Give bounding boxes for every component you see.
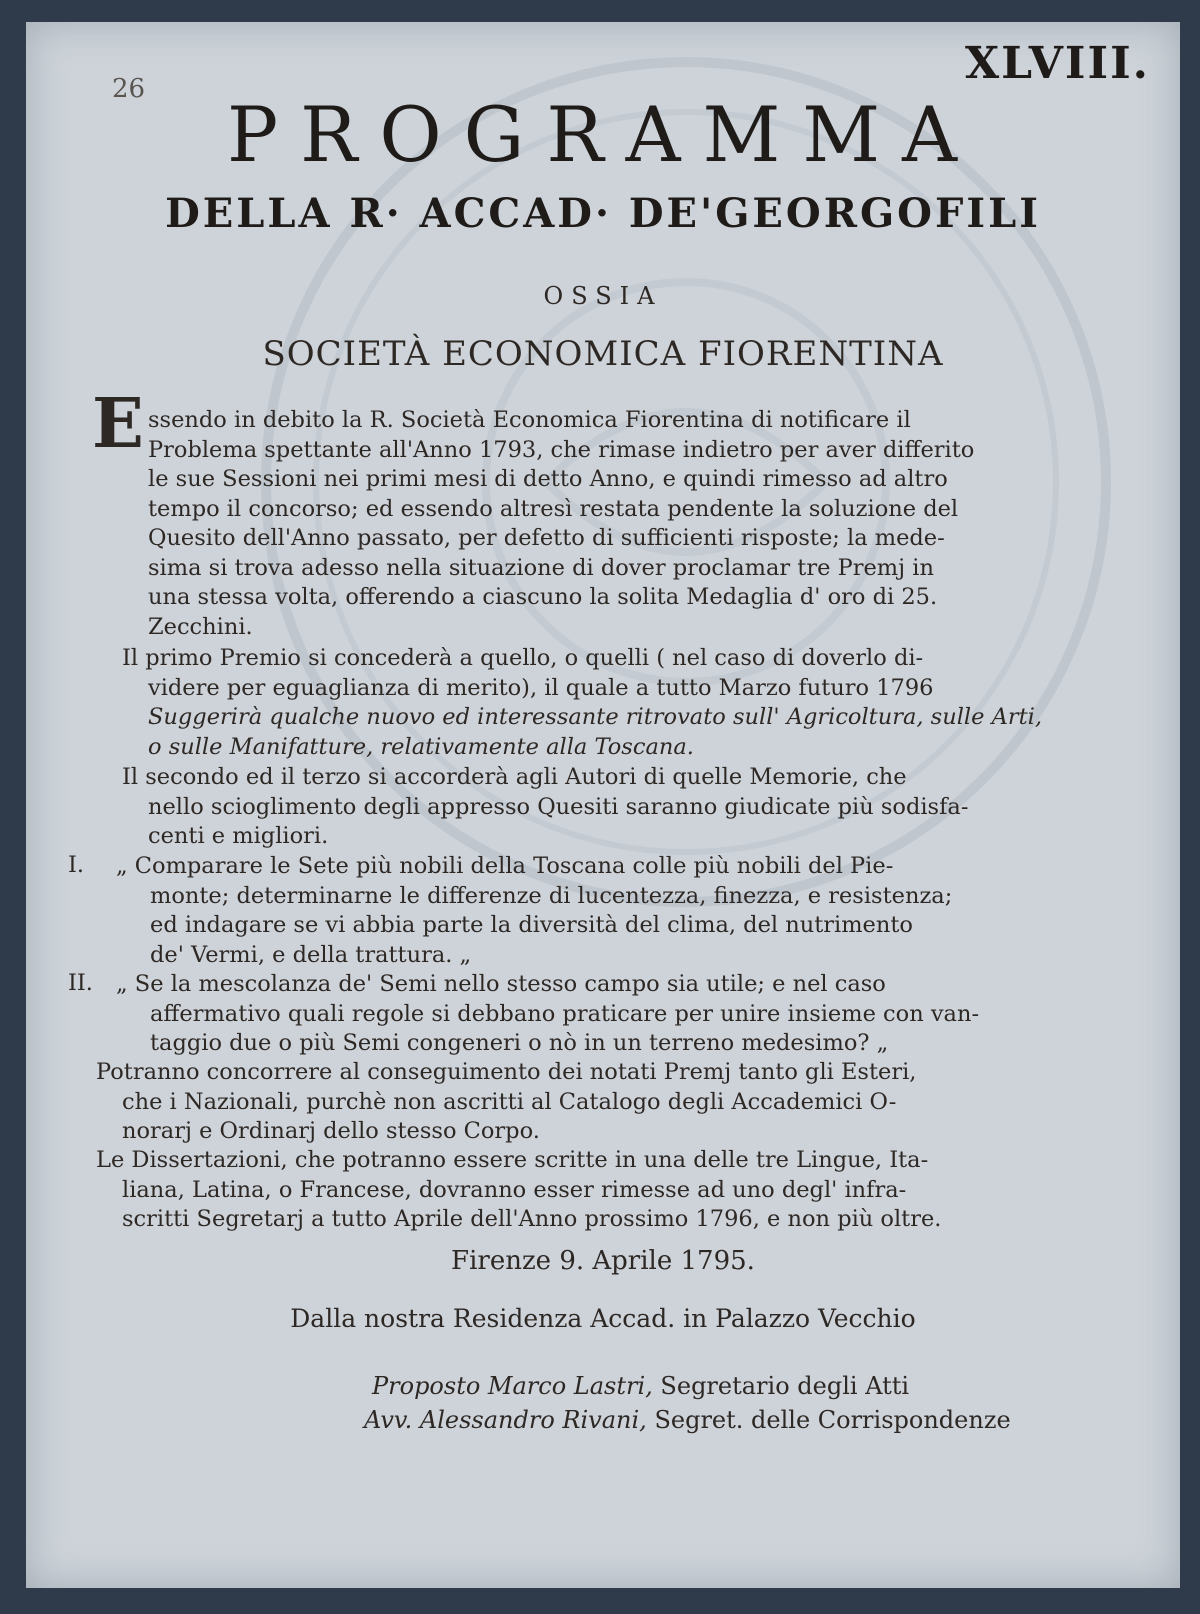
text-line: tempo il concorso; ed essendo altresì restata pendente la soluzione del (148, 495, 959, 522)
residence-line: Dalla nostra Residenza Accad. in Palazzo Vecchio (290, 1304, 916, 1333)
text-line: nello scioglimento degli appresso Quesiti saranno giudicate più sodisfa- (148, 793, 969, 820)
paragraph-eligibility (96, 1058, 1048, 1147)
text-line: monte; determinarne le differenze di lucentezza, finezza, e resistenza; (150, 882, 953, 909)
text-line: liana, Latina, o Francese, dovranno esser rimesse ad uno degl' infra- (122, 1176, 907, 1203)
italic-line: Suggerirà qualche nuovo ed interessante ritrovato sull' Agricoltura, sulle Arti, (148, 704, 1042, 730)
text-line: ssendo in debito la R. Società Economica Fiorentina di notificare il (148, 407, 911, 433)
document-title: PROGRAMMA (226, 90, 979, 179)
text-line: Zecchini. (148, 613, 253, 640)
signature-1 (372, 1372, 909, 1400)
text-line: scritti Segretarj a tutto Aprile dell'Anno prossimo 1796, e non più oltre. (122, 1206, 942, 1232)
question-1 (116, 852, 1064, 970)
text-line: videre per eguaglianza di merito), il quale a tutto Marzo futuro 1796 (148, 674, 934, 701)
text-line: norarj e Ordinarj dello stesso Corpo. (122, 1118, 540, 1144)
text-line: de' Vermi, e della trattura. „ (150, 941, 472, 968)
text-line: che i Nazionali, purchè non ascritti al Catalogo degli Accademici O- (122, 1088, 897, 1115)
paragraph-first-prize (122, 644, 1088, 762)
text-line: Le Dissertazioni, che potranno essere scritte in una delle tre Lingue, Ita- (96, 1147, 929, 1173)
signature-1-role: Segretario degli Atti (660, 1372, 910, 1400)
text-line: „ Comparare le Sete più nobili della Toscana colle più nobili del Pie- (116, 853, 894, 879)
ossia-label: OSSIA (543, 282, 663, 310)
question-number-2: II. (68, 970, 93, 996)
text-line: Quesito dell'Anno passato, per defetto di sufficienti risposte; la mede- (148, 525, 945, 551)
text-line: Il secondo ed il terzo si accorderà agli Autori di quelle Memorie, che (122, 764, 907, 790)
paragraph-intro (122, 406, 1062, 642)
italic-line: o sulle Manifatture, relativamente alla Toscana. (148, 733, 694, 760)
volume-number: XLVIII. (964, 38, 1150, 89)
text-line: centi e migliori. (148, 823, 329, 849)
text-line: una stessa volta, offerendo a ciascuno la solita Medaglia d' oro di 25. (148, 584, 938, 610)
academy-name: DELLA R· ACCAD· DE'GEORGOFILI (165, 190, 1041, 237)
text-line: Potranno concorrere al conseguimento dei notati Premj tanto gli Esteri, (96, 1059, 917, 1085)
text-line: ed indagare se vi abbia parte la diversità del clima, del nutrimento (150, 912, 913, 938)
question-2 (116, 970, 1064, 1059)
date-line: Firenze 9. Aprile 1795. (451, 1246, 755, 1276)
page-number: 26 (112, 74, 146, 104)
paragraph-second-third-prize (122, 763, 1088, 852)
text-line: Problema spettante all'Anno 1793, che rimase indietro per aver differito (148, 436, 975, 463)
text-line: affermativo quali regole si debbano praticare per unire insieme con van- (150, 1000, 980, 1027)
text-line: taggio due o più Semi congeneri o nò in un terreno medesimo? „ (150, 1030, 889, 1056)
paragraph-submission (96, 1146, 1048, 1235)
text-line: „ Se la mescolanza de' Semi nello stesso campo sia utile; e nel caso (116, 971, 886, 997)
drop-cap-letter: E (92, 384, 144, 464)
text-line: Il primo Premio si concederà a quello, o quelli ( nel caso di doverlo di- (122, 645, 924, 671)
text-line: sima si trova adesso nella situazione di dover proclamar tre Premj in (148, 554, 934, 581)
text-line: le sue Sessioni nei primi mesi di detto Anno, e quindi rimesso ad altro (148, 466, 948, 492)
signature-2-role: Segret. delle Corrispondenze (654, 1406, 1011, 1434)
signature-2-name: Avv. Alessandro Rivani, (364, 1406, 647, 1434)
signature-1-name: Proposto Marco Lastri, (372, 1372, 653, 1400)
society-name: SOCIETÀ ECONOMICA FIORENTINA (262, 334, 944, 374)
signature-2 (364, 1406, 1011, 1434)
question-number-1: I. (68, 852, 85, 878)
document-sheet (26, 22, 1180, 1588)
